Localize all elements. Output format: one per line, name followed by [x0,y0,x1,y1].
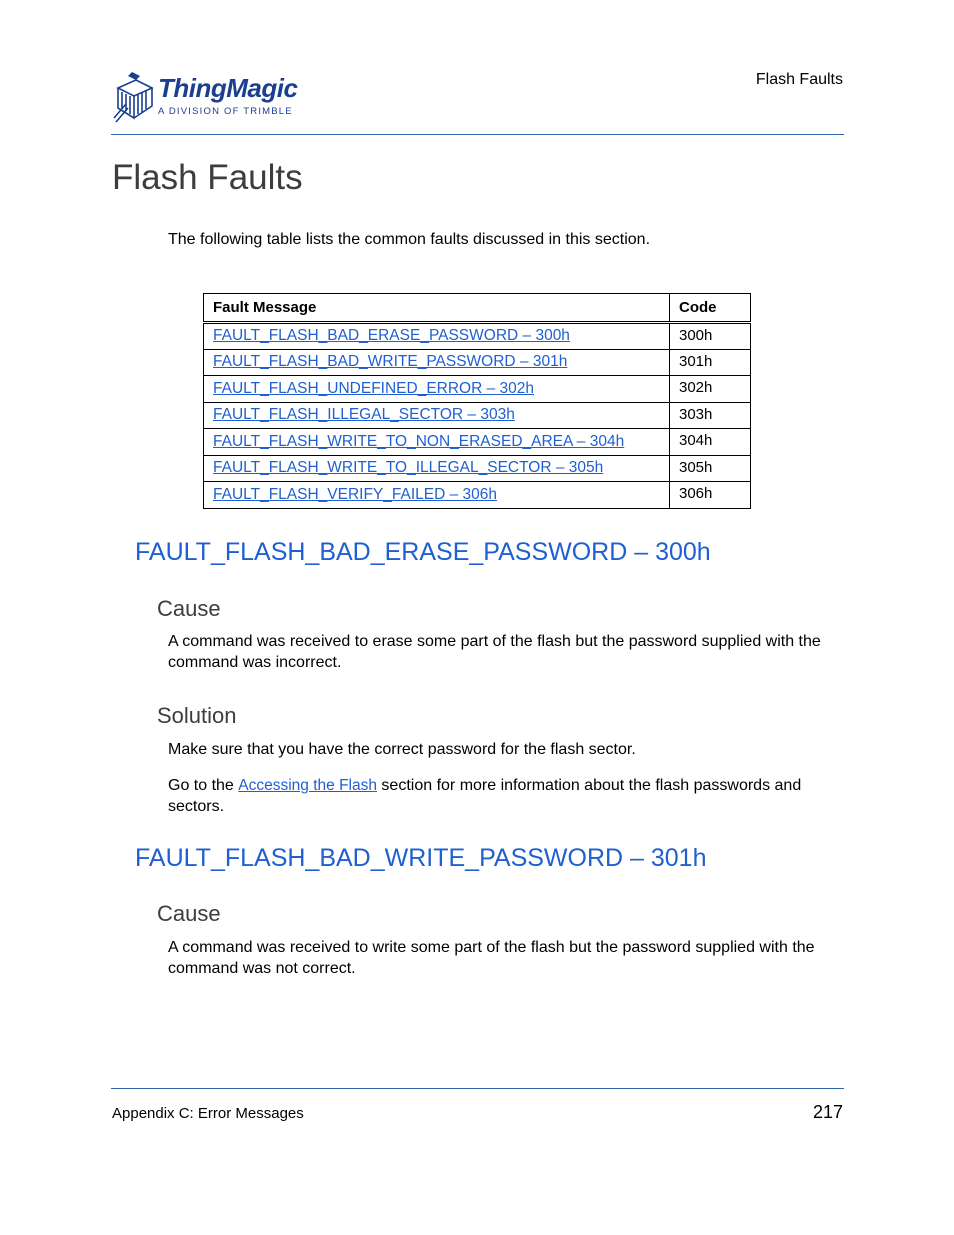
fault-code: 302h [670,376,751,403]
footer-rule [111,1088,844,1089]
table-row [204,402,751,429]
cause-paragraph: A command was received to erase some part of the flash but the password supplied with the command was incorrect. [168,633,821,671]
thingmagic-logo [112,68,312,124]
fault-code: 306h [670,482,751,509]
accessing-the-flash-link[interactable]: Accessing the Flash [238,777,377,794]
fault-code: 300h [670,323,751,350]
header-rule [111,134,844,135]
brand-subtitle: A DIVISION OF TRIMBLE [158,106,293,117]
fault-link-300h[interactable]: FAULT_FLASH_BAD_ERASE_PASSWORD – 300h [213,327,570,345]
column-header-fault-message: Fault Message [204,294,670,323]
cause-heading: Cause [157,596,221,621]
page-number: 217 [812,1102,843,1122]
intro-paragraph: The following table lists the common faults discussed in this section. [168,231,651,248]
section-heading-301h: FAULT_FLASH_BAD_WRITE_PASSWORD – 301h [135,844,707,872]
fault-code: 304h [670,429,751,456]
page-title: Flash Faults [112,158,303,197]
table-row [204,455,751,482]
fault-code: 303h [670,402,751,429]
fault-code: 301h [670,349,751,376]
table-header-row [204,294,751,323]
cube-logo-icon [112,68,156,124]
table-row [204,376,751,403]
cause-heading: Cause [157,901,221,926]
fault-link-306h[interactable]: FAULT_FLASH_VERIFY_FAILED – 306h [213,485,498,503]
fault-link-305h[interactable]: FAULT_FLASH_WRITE_TO_ILLEGAL_SECTOR – 305h [213,459,604,477]
faults-table [203,293,751,509]
table-row [204,349,751,376]
table-row [204,429,751,456]
table-row [204,482,751,509]
brand-name: ThingMagic [158,73,298,103]
fault-link-304h[interactable]: FAULT_FLASH_WRITE_TO_NON_ERASED_AREA – 304h [213,432,625,450]
fault-link-301h[interactable]: FAULT_FLASH_BAD_WRITE_PASSWORD – 301h [213,353,568,371]
column-header-code: Code [670,294,751,323]
section-heading-300h: FAULT_FLASH_BAD_ERASE_PASSWORD – 300h [135,538,711,566]
fault-code: 305h [670,455,751,482]
footer-chapter: Appendix C: Error Messages [112,1105,304,1122]
solution-heading: Solution [157,703,237,728]
fault-link-302h[interactable]: FAULT_FLASH_UNDEFINED_ERROR – 302h [213,379,535,397]
cause-paragraph: A command was received to write some part of the flash but the password supplied with the command was not correct. [168,939,815,977]
running-header: Flash Faults [755,71,843,88]
solution-paragraph: Make sure that you have the correct password for the flash sector. [168,741,636,758]
fault-link-303h[interactable]: FAULT_FLASH_ILLEGAL_SECTOR – 303h [213,406,515,424]
table-row [204,323,751,350]
solution-reference-paragraph: Go to the Accessing the Flash section for more information about the flash passwords and sectors. [168,777,802,815]
